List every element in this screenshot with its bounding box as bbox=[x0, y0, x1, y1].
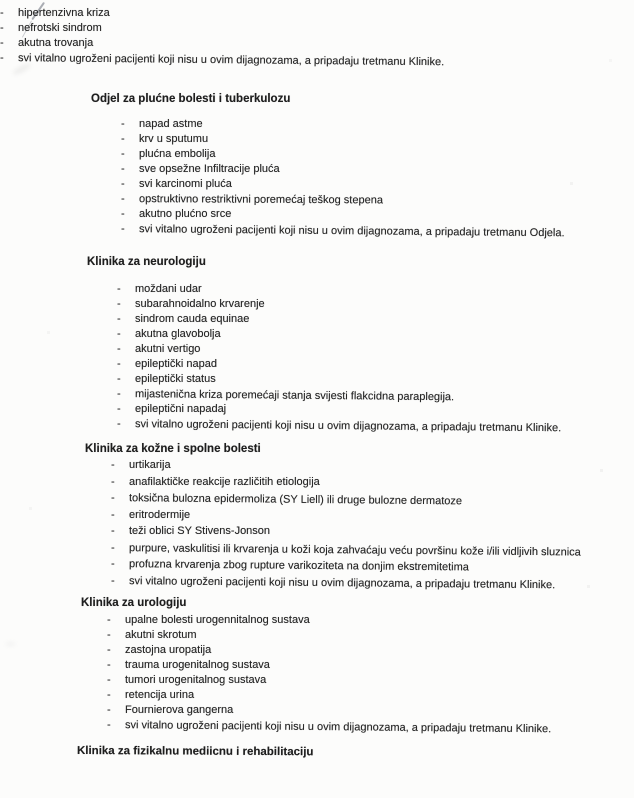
bullet-dash: - bbox=[120, 193, 125, 206]
list-item bbox=[117, 417, 622, 437]
list-item bbox=[117, 372, 622, 387]
bullet-dash: - bbox=[107, 643, 111, 656]
list-item bbox=[121, 222, 626, 242]
list-item-text: anafilaktičke reakcije različitih etiologija bbox=[129, 475, 320, 488]
bullet-dash: - bbox=[121, 178, 125, 190]
sections-container bbox=[0, 92, 634, 758]
list-item-text: profuzna krvarenja zbog rupture varikoziteta na donjim ekstremitetima bbox=[128, 558, 469, 574]
list-item bbox=[117, 342, 622, 357]
bullet-dash: - bbox=[110, 558, 115, 571]
list-item-text: teži oblici SY Stivens-Jonson bbox=[129, 525, 271, 537]
section-title: Klinika za urologiju bbox=[81, 596, 187, 609]
list-item-text: purpure, vaskulitisi ili krvarenja u koži koja zahvaćaju veću površinu kože i/ili vidljivih sluznica bbox=[128, 541, 581, 559]
list-item bbox=[111, 508, 616, 523]
bullet-dash: - bbox=[121, 148, 125, 160]
bullet-dash: - bbox=[121, 208, 125, 220]
list-item-text: opstruktivno restriktivni poremećaj teškog stepena bbox=[138, 193, 383, 207]
bullet-dash: - bbox=[116, 388, 121, 401]
bullet-dash: - bbox=[117, 283, 121, 295]
bullet-dash: - bbox=[117, 373, 121, 385]
bullet-dash: - bbox=[107, 703, 111, 716]
department-section bbox=[91, 92, 634, 240]
list-item-text: akutni vertigo bbox=[135, 343, 201, 355]
bullet-dash: - bbox=[117, 298, 121, 310]
list-item bbox=[117, 297, 622, 312]
list-item bbox=[107, 718, 612, 738]
list-item-text: subarahnoidalno krvarenje bbox=[135, 298, 265, 310]
bullet-dash: - bbox=[117, 358, 121, 370]
list-item bbox=[121, 162, 626, 177]
bullet-dash: - bbox=[117, 343, 121, 355]
list-item bbox=[0, 51, 505, 71]
list-item-text: epileptički status bbox=[135, 373, 216, 385]
list-item-text: nefrotski sindrom bbox=[18, 22, 102, 34]
list-item-text: hipertenzivna kriza bbox=[18, 7, 110, 19]
list-item-text: sindrom cauda equinae bbox=[135, 313, 250, 325]
list-item bbox=[117, 357, 622, 372]
bullet-dash: - bbox=[0, 52, 4, 65]
list-item-text: epileptični napadaj bbox=[135, 403, 227, 415]
bullet-dash: - bbox=[110, 492, 115, 505]
section-title: Klinika za kožne i spolne bolesti bbox=[85, 443, 261, 455]
bullet-dash: - bbox=[111, 508, 115, 521]
list-item bbox=[107, 628, 612, 643]
bullet-dash: - bbox=[110, 541, 115, 554]
list-item-text: napad astme bbox=[139, 118, 203, 130]
list-item bbox=[107, 673, 612, 688]
list-item-text: krv u sputumu bbox=[139, 133, 209, 145]
list-item bbox=[107, 643, 612, 658]
bullet-dash: - bbox=[107, 613, 111, 626]
list-item bbox=[107, 658, 612, 673]
department-section bbox=[85, 442, 634, 589]
list-item bbox=[111, 574, 616, 594]
list-item-text: zastojna uropatija bbox=[125, 643, 212, 656]
department-section bbox=[81, 596, 634, 733]
list-item-text: tumori urogenitalnog sustava bbox=[125, 673, 267, 686]
bullet-dash: - bbox=[107, 688, 111, 701]
list-item-text: urtikarija bbox=[129, 459, 171, 471]
bullet-list bbox=[107, 613, 634, 733]
section-title: Odjel za plućne bolesti i tuberkulozu bbox=[91, 93, 291, 105]
list-item-text: akutni skrotum bbox=[125, 628, 197, 641]
list-item-text: svi vitalno ugroženi pacijenti koji nisu u ovim dijagnozama, a pripadaju tretmanu Klinike. bbox=[128, 574, 556, 591]
list-item bbox=[117, 282, 622, 297]
list-item bbox=[107, 688, 612, 703]
bullet-dash: - bbox=[111, 525, 115, 537]
bullet-dash: - bbox=[111, 475, 115, 488]
list-item bbox=[121, 147, 626, 162]
list-item bbox=[107, 703, 612, 718]
list-item-text: svi karcinomi pluća bbox=[139, 178, 232, 190]
bullet-dash: - bbox=[106, 718, 111, 731]
department-section bbox=[87, 255, 634, 435]
list-item-text: epileptički napad bbox=[135, 358, 217, 370]
list-item-text: svi vitalno ugroženi pacijenti koji nisu u ovim dijagnozama, a pripadaju tretmanu Odjela. bbox=[138, 223, 565, 240]
list-item-text: eritrodermije bbox=[129, 508, 191, 521]
list-item-text: svi vitalno ugroženi pacijenti koji nisu u ovim dijagnozama, a pripadaju tretmanu Klinike. bbox=[124, 718, 552, 735]
list-item-text: upalne bolesti urogennitalnog sustava bbox=[125, 613, 310, 626]
bullet-dash: - bbox=[117, 328, 121, 340]
list-item bbox=[121, 177, 626, 192]
scan-smudge bbox=[5, 642, 16, 646]
intro-list bbox=[0, 6, 634, 69]
bullet-dash: - bbox=[0, 22, 4, 34]
bullet-dash: - bbox=[0, 7, 4, 19]
list-item-text: plućna embolija bbox=[139, 148, 216, 160]
list-item-text: trauma urogenitalnog sustava bbox=[125, 658, 270, 671]
list-item bbox=[0, 21, 505, 36]
list-item-text: svi vitalno ugroženi pacijenti koji nisu u ovim dijagnozama, a pripadaju tretmanu Klinike. bbox=[134, 418, 562, 435]
list-item bbox=[121, 117, 626, 132]
bullet-dash: - bbox=[121, 118, 125, 130]
bullet-dash: - bbox=[107, 673, 111, 686]
bullet-list bbox=[111, 458, 634, 589]
list-item-text: retencija urina bbox=[125, 688, 195, 701]
list-item bbox=[0, 6, 505, 21]
list-item-text: Fournierova gangerna bbox=[125, 703, 234, 716]
department-section bbox=[77, 744, 634, 758]
list-item bbox=[0, 36, 505, 51]
list-item-text: akutno plućno srce bbox=[139, 208, 232, 220]
list-item bbox=[117, 327, 622, 342]
list-item bbox=[107, 613, 612, 628]
list-item-text: mijastenična kriza poremećaji stanja svijesti flakcidna paraplegija. bbox=[134, 388, 455, 404]
list-item bbox=[121, 207, 626, 222]
list-item bbox=[117, 312, 622, 327]
bullet-list bbox=[116, 282, 634, 435]
list-item-text: svi vitalno ugroženi pacijenti koji nisu u ovim dijagnozama, a pripadaju tretmanu Klinike. bbox=[17, 52, 445, 69]
bullet-dash: - bbox=[121, 133, 125, 145]
bullet-dash: - bbox=[107, 658, 111, 671]
list-item bbox=[111, 524, 616, 539]
bullet-dash: - bbox=[121, 163, 125, 175]
list-item bbox=[121, 132, 626, 147]
bullet-dash: - bbox=[117, 313, 121, 325]
bullet-dash: - bbox=[107, 628, 111, 641]
list-item-text: sve opsežne Infiltracije pluća bbox=[139, 163, 280, 175]
list-item-text: akutna trovanja bbox=[18, 37, 94, 49]
bullet-dash: - bbox=[116, 418, 121, 431]
bullet-dash: - bbox=[117, 403, 121, 415]
section-title: Klinika za neurologiju bbox=[87, 256, 206, 268]
bullet-dash: - bbox=[0, 37, 4, 49]
list-item bbox=[111, 458, 616, 473]
scan-noise bbox=[0, 0, 1, 1]
list-item-text: toksična bulozna epidermoliza (SY Liell) ili druge bulozne dermatoze bbox=[128, 492, 463, 508]
list-item bbox=[111, 475, 616, 490]
section-title: Klinika za fizikalnu mediicnu i rehabilitaciju bbox=[76, 744, 314, 758]
bullet-dash: - bbox=[120, 223, 125, 236]
list-item-text: moždani udar bbox=[135, 283, 202, 295]
bullet-list bbox=[120, 117, 634, 240]
list-item-text: akutna glavobolja bbox=[135, 328, 221, 340]
bullet-dash: - bbox=[111, 459, 115, 471]
bullet-dash: - bbox=[110, 574, 115, 587]
list-item bbox=[117, 402, 622, 417]
